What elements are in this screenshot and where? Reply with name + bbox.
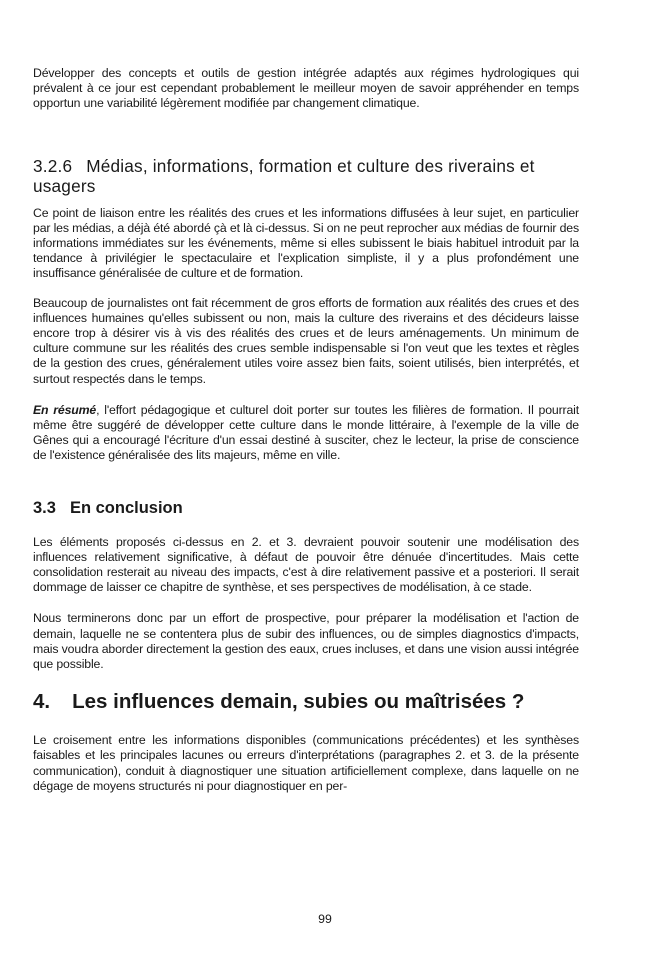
paragraph-resume-text: , l'effort pédagogique et culturel doit porter sur toutes les filières de formation. Il pourrait même être suggéré de développer cette culture dans le monde littéraire, à l'exemple de la ville de Gênes qui a encouragé l'écriture d'un essai destiné à susciter, chez le lecteur, la prise de conscience de l'existence généralisée des lits majeurs, même en ville. — [33, 402, 580, 463]
page-number: 99 — [318, 912, 332, 926]
paragraph-prospective: Nous terminerons donc par un effort de prospective, pour préparer la modélisation et l'action de demain, laquelle ne se contentera plus de subir des influences, ou de simples diagnostics d'impacts, mais voudra aborder directement la gestion des eaux, crues incluses, et dans une vision aussi intégrée que possible. — [33, 611, 579, 672]
document-page — [33, 66, 579, 794]
emphasis-en-resume: En résumé — [33, 402, 97, 417]
section-number: 3.2.6 — [33, 155, 73, 176]
paragraph-elements: Les éléments proposés ci-dessus en 2. et 3. devraient pouvoir soutenir une modélisation des influences relativement significative, à défaut de pouvoir être dénuée d'incertitudes. Mais cette consolidation resterait au niveau des impacts, c'est à dire relativement passive et a posteriori. Il serait dommage de laisser ce chapitre de synthèse, et ses perspectives de modélisation, à ce stade. — [33, 534, 579, 595]
chapter-title: Les influences demain, subies ou maîtrisées ? — [72, 690, 525, 714]
paragraph-intro: Développer des concepts et outils de gestion intégrée adaptés aux régimes hydrologiques qui prévalent à ce jour est cependant probablement le meilleur moyen de savoir appréhender en temps opportun une variabilité légèrement modifiée par changement climatique. — [33, 66, 579, 111]
section-heading-3-3 — [33, 498, 579, 518]
section-title: En conclusion — [69, 498, 183, 517]
paragraph-journalistes: Beaucoup de journalistes ont fait récemment de gros efforts de formation aux réalités des crues et des influences humaines qu'elles subissent ou non, mais la culture des riverains et des décideurs laisse encore trop à désirer vis à vis des réalités des crues et de leurs aménagements. Un minimum de culture commune sur les réalités des crues semble indispensable si l'on veut que les textes et règles de la gestion des crues, généralement utiles voire assez bien faits, soient utilisés, bien interprétés, et surtout respectés dans le temps. — [33, 295, 579, 386]
paragraph-croisement: Le croisement entre les informations disponibles (communications précédentes) et les synthèses faisables et les principales lacunes ou erreurs d'interprétations (paragraphes 2. et 3. de la présente communication), conduit à diagnostiquer une situation artificiellement complexe, dans laquelle on ne dégage de moyens structurés ni pour diagnostiquer en per- — [33, 733, 579, 793]
paragraph-medias: Ce point de liaison entre les réalités des crues et les informations diffusées à leur sujet, en particulier par les médias, a déjà été abordé çà et là ci-dessus. Si on ne peut reprocher aux médias de fournir des informations immédiates sur les événements, même si elles subissent le biais habituel introduit par la tendance à privilégier le spectaculaire et l'explication simpliste, il y a plus profondément une insuffisance généralisée de culture et de formation. — [33, 205, 579, 281]
chapter-number: 4. — [33, 690, 51, 714]
chapter-heading-4 — [33, 689, 579, 715]
section-title: Médias, informations, formation et culture des riverains et usagers — [33, 155, 535, 196]
section-number: 3.3 — [33, 498, 56, 517]
paragraph-resume — [33, 403, 579, 464]
section-heading-3-2-6 — [33, 156, 579, 196]
